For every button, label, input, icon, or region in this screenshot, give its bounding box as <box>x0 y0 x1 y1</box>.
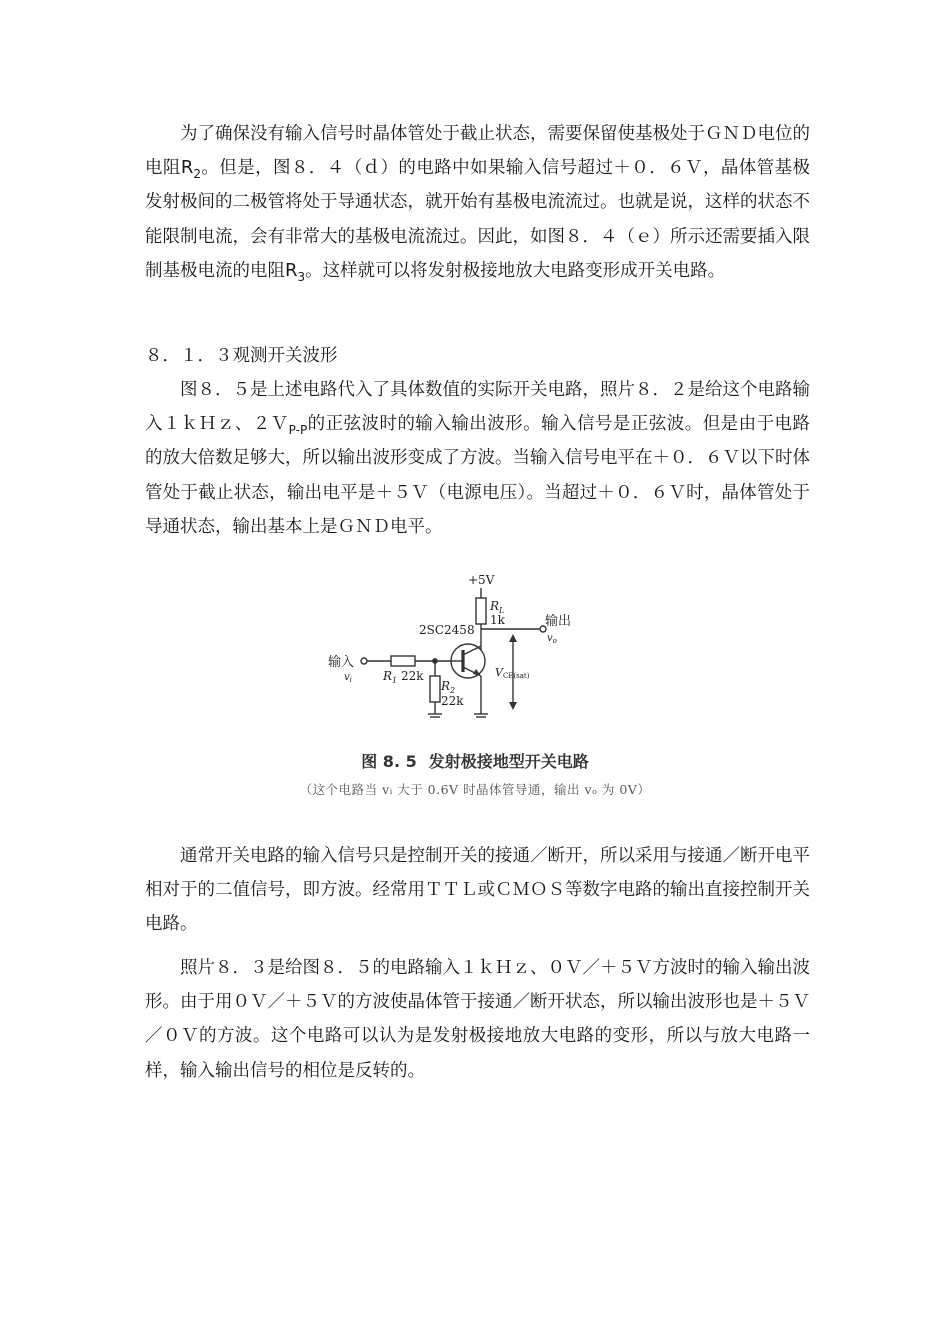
paragraph-1-text-a: 为了确保没有输入信号时晶体管处于截止状态，需要保留使基极处于ＧＮＤ电位的电阻 <box>145 124 810 179</box>
resistor-r2-symbol: R <box>180 157 194 179</box>
resistor-r3-subscript: 3 <box>297 269 306 284</box>
vce-label: VCE(sat) <box>495 666 530 680</box>
switch-circuit-diagram <box>255 568 695 743</box>
supply-label: +5V <box>468 573 495 587</box>
paragraph-2-text-b: 的正弦波时的输入输出波形。输入信号是正弦波。但是由于电路的放大倍数足够大，所以输出波形变成了方波。当输入信号电平在＋０．６Ｖ以下时体管处于截止状态，输出电平是＋５Ｖ（电源电压）。当超过＋０．６Ｖ时，晶体管处于导通状态，输出基本上是ＧＮＤ电平。 <box>145 414 810 537</box>
paragraph-1 <box>145 117 810 288</box>
section-heading: ８．１．３观测开关波形 <box>145 346 338 366</box>
rl-value: 1k <box>490 613 505 627</box>
vce-arrow-down-icon <box>509 702 517 710</box>
r2-label: $R_2$ <box>441 679 456 695</box>
vpp-subscript: P-P <box>288 423 308 438</box>
figure-number: 图 8. 5 <box>361 752 417 771</box>
figure-caption: （这个电路当 vᵢ 大于 0.6V 时晶体管导通，输出 vₒ 为 0V） <box>299 782 651 797</box>
figure-title <box>255 749 695 772</box>
output-label: 输出 <box>545 614 572 629</box>
paragraph-1-text-b: 。但是，图８．４（ｄ）的电路中如果输入信号超过＋０．６Ｖ，晶体管基极发射极间的二极管将处于导通状态，就开始有基极电流流过。也就是说，这样的状态不能限制电流，会有非常大的基极电流流过。因此，如图８．４（ｅ）所示还需要插入限制基极电流的电阻 <box>145 158 811 281</box>
input-label: 输入 <box>328 655 355 670</box>
input-var: $v_i$ <box>344 672 352 684</box>
output-var: $v_o$ <box>547 633 557 645</box>
paragraph-2-text-a: 图８．５是上述电路代入了具体数值的实际开关电路，照片８．２是给这个电路输入１ｋＨｚ、２Ｖ <box>145 380 810 435</box>
paragraph-4: 照片８．３是给图８．５的电路输入１ｋＨｚ、０Ｖ／＋５Ｖ方波时的输入输出波形。由于用０Ｖ／＋５Ｖ的方波使晶体管于接通／断开状态，所以输出波形也是＋５Ｖ／０Ｖ的方波。这个电路可以认为是发射极接地放大电路的变形，所以与放大电路一样，输入输出信号的相位是反转的。 <box>145 958 810 1081</box>
figure-8-5 <box>255 568 695 808</box>
paragraph-3: 通常开关电路的输入信号只是控制开关的接通／断开，所以采用与接通／断开电平相对于的二值信号，即方波。经常用ＴＴＬ或ＣＭＯＳ等数字电路的输出直接控制开关电路。 <box>145 846 810 935</box>
r2-value: 22k <box>441 694 464 708</box>
transistor-label: 2SC2458 <box>419 623 475 637</box>
resistor-r3-symbol: R <box>285 259 298 281</box>
vce-arrow-up-icon <box>509 634 517 642</box>
paragraph-1-text-c: 。这样就可以将发射极接地放大电路变形成开关电路。 <box>305 260 726 281</box>
r1-label: $R_1$ <box>383 669 398 685</box>
figure-title-text: 发射极接地型开关电路 <box>428 752 589 771</box>
paragraph-2 <box>145 373 810 544</box>
rl-label: $R_L$ <box>490 599 505 615</box>
r1-value: 22k <box>401 669 424 683</box>
resistor-r2-subscript: 2 <box>193 167 201 182</box>
